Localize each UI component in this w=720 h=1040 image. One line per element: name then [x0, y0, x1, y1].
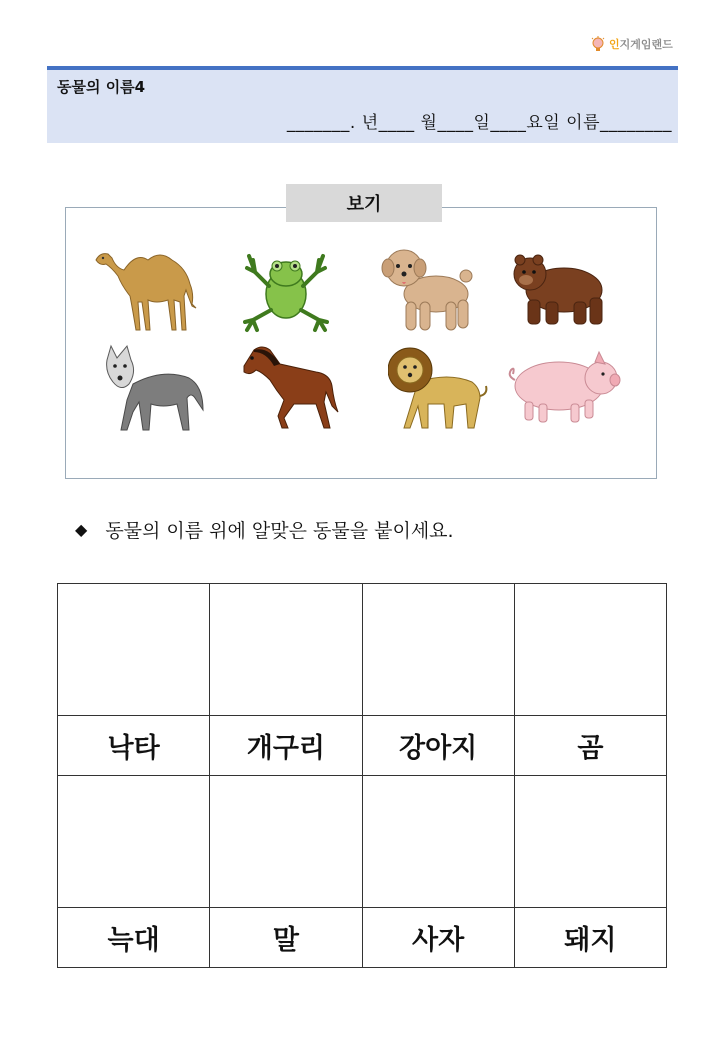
image-slot[interactable] — [210, 584, 362, 716]
lion-image — [388, 342, 490, 432]
pig-image — [503, 350, 621, 426]
animal-name-pig: 돼지 — [514, 908, 666, 968]
animal-name-frog: 개구리 — [210, 716, 362, 776]
instruction — [75, 516, 454, 543]
brain-lightbulb-icon — [590, 36, 606, 52]
answer-grid — [57, 583, 667, 968]
animal-name-dog: 강아지 — [362, 716, 514, 776]
worksheet-header — [47, 66, 678, 143]
camel-image — [90, 246, 202, 332]
animal-name-bear: 곰 — [514, 716, 666, 776]
image-slot[interactable] — [362, 584, 514, 716]
image-slot[interactable] — [362, 776, 514, 908]
image-slot[interactable] — [210, 776, 362, 908]
logo-text: 인지게임랜드 — [609, 38, 673, 51]
frog-image — [243, 246, 329, 334]
example-label: 보기 — [286, 184, 442, 222]
image-slot[interactable] — [58, 776, 210, 908]
logo — [590, 36, 673, 52]
animal-name-wolf: 늑대 — [58, 908, 210, 968]
image-slot[interactable] — [58, 584, 210, 716]
image-slot[interactable] — [514, 584, 666, 716]
dog-image — [380, 246, 476, 334]
image-slot[interactable] — [514, 776, 666, 908]
name-row-1 — [58, 716, 667, 776]
wolf-image — [103, 342, 207, 432]
instruction-text: 동물의 이름 위에 알맞은 동물을 붙이세요. — [105, 520, 454, 542]
diamond-bullet-icon: ◆ — [75, 520, 88, 539]
animal-name-lion: 사자 — [362, 908, 514, 968]
animal-name-camel: 낙타 — [58, 716, 210, 776]
bear-image — [510, 252, 606, 326]
worksheet-title: 동물의 이름4 — [57, 78, 146, 96]
horse-image — [240, 342, 340, 432]
image-slot-row-2 — [58, 776, 667, 908]
name-row-2 — [58, 908, 667, 968]
date-name-line: _______. 년____ 월____일____요일 이름________ — [286, 113, 672, 133]
animal-name-horse: 말 — [210, 908, 362, 968]
image-slot-row-1 — [58, 584, 667, 716]
